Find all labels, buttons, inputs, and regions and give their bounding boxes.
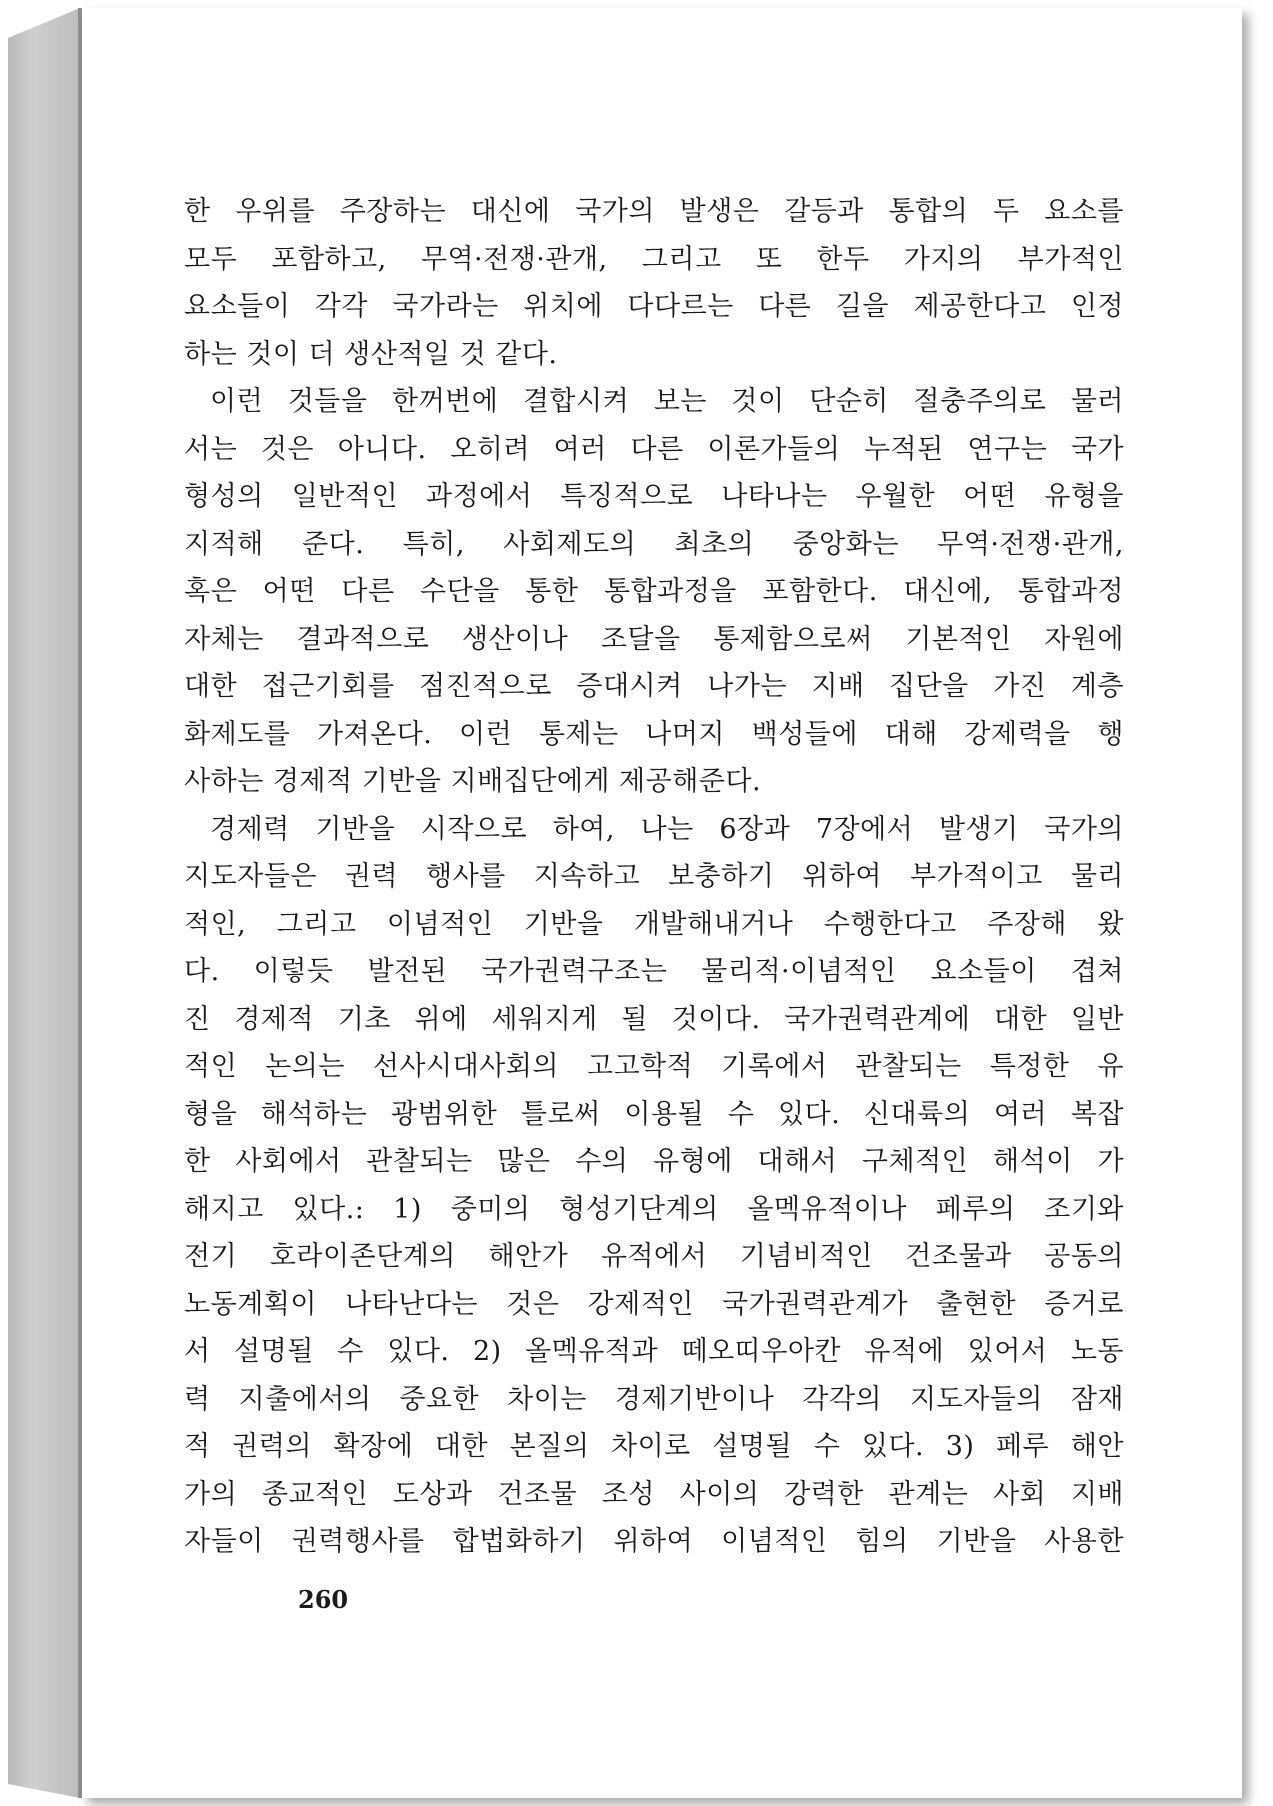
- page-number: 260: [298, 1585, 349, 1614]
- text-line: 화제도를 가져온다. 이런 통제는 나머지 백성들에 대해 강제력을 행: [184, 718, 1124, 750]
- text-line: 한 우위를 주장하는 대신에 국가의 발생은 갈등과 통합의 두 요소를: [184, 196, 1124, 227]
- text-line: 혹은 어떤 다른 수단을 통한 통합과정을 포함한다. 대신에, 통합과정: [184, 576, 1124, 607]
- text-line: 적인 논의는 선사시대사회의 고고학적 기록에서 관찰되는 특정한 유: [184, 1051, 1124, 1082]
- text-line: 한 사회에서 관찰되는 많은 수의 유형에 대해서 구체적인 해석이 가: [184, 1146, 1124, 1177]
- text-line: 적인, 그리고 이념적인 기반을 개발해내거나 수행한다고 주장해 왔: [184, 908, 1124, 940]
- text-line: 적 권력의 확장에 대한 본질의 차이로 설명될 수 있다. 3) 페루 해안: [184, 1431, 1124, 1462]
- body-text: [184, 188, 1124, 1566]
- text-line: 력 지출에서의 중요한 차이는 경제기반이나 각각의 지도자들의 잠재: [184, 1383, 1124, 1415]
- text-line: 다. 이렇듯 발전된 국가권력구조는 물리적·이념적인 요소들이 겹쳐: [184, 956, 1124, 987]
- text-line: 가의 종교적인 도상과 건조물 조성 사이의 강력한 관계는 사회 지배: [184, 1478, 1124, 1510]
- text-line: 노동계획이 나타난다는 것은 강제적인 국가권력관계가 출현한 증거로: [184, 1288, 1124, 1320]
- text-line: 이런 것들을 한꺼번에 결합시켜 보는 것이 단순히 절충주의로 물러: [210, 386, 1124, 417]
- text-line: 해지고 있다.: 1) 중미의 형성기단계의 올멕유적이나 페루의 조기와: [184, 1193, 1124, 1225]
- text-line: 형을 해석하는 광범위한 틀로써 이용될 수 있다. 신대륙의 여러 복잡: [184, 1098, 1124, 1130]
- text-line: 서 설명될 수 있다. 2) 올멕유적과 떼오띠우아칸 유적에 있어서 노동: [184, 1336, 1124, 1367]
- text-line: 사하는 경제적 기반을 지배집단에게 제공해준다.: [184, 766, 762, 797]
- text-line: 진 경제적 기초 위에 세워지게 될 것이다. 국가권력관계에 대한 일반: [184, 1003, 1124, 1035]
- text-line: 지도자들은 권력 행사를 지속하고 보충하기 위하여 부가적이고 물리: [184, 861, 1124, 892]
- text-line: 모두 포함하고, 무역·전쟁·관개, 그리고 또 한두 가지의 부가적인: [184, 243, 1124, 275]
- text-line: 요소들이 각각 국가라는 위치에 다다르는 다른 길을 제공한다고 인정: [184, 291, 1124, 322]
- text-line: 자들이 권력행사를 합법화하기 위하여 이념적인 힘의 기반을 사용한: [184, 1526, 1124, 1557]
- text-line: 서는 것은 아니다. 오히려 여러 다른 이론가들의 누적된 연구는 국가: [184, 433, 1124, 465]
- text-line: 대한 접근기회를 점진적으로 증대시켜 나가는 지배 집단을 가진 계층: [184, 671, 1124, 702]
- text-line: 형성의 일반적인 과정에서 특징적으로 나타나는 우월한 어떤 유형을: [184, 481, 1124, 512]
- text-line: 지적해 준다. 특히, 사회제도의 최초의 중앙화는 무역·전쟁·관개,: [184, 528, 1124, 560]
- text-line: 자체는 결과적으로 생산이나 조달을 통제함으로써 기본적인 자원에: [184, 623, 1124, 655]
- book-edge: [8, 8, 80, 1798]
- text-line: 하는 것이 더 생산적일 것 같다.: [184, 338, 558, 370]
- text-line: 경제력 기반을 시작으로 하여, 나는 6장과 7장에서 발생기 국가의: [210, 813, 1124, 845]
- text-line: 전기 호라이존단계의 해안가 유적에서 기념비적인 건조물과 공동의: [184, 1241, 1124, 1272]
